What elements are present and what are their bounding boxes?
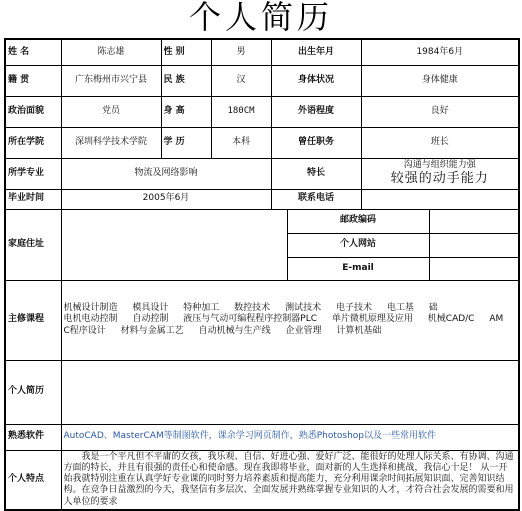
specialty-label: 特长 — [271, 158, 361, 189]
hometown-label: 籍 贯 — [5, 65, 61, 96]
school-label: 所在学院 — [5, 127, 61, 158]
graduation-label: 毕业时间 — [5, 189, 61, 209]
course-item: AM — [489, 314, 504, 325]
software-value: AutoCAD、MasterCAM等制图软件，课余学习网页制作，熟悉Photoshop以及一些常用软件 — [61, 424, 519, 450]
course-item: 自动控制 — [132, 314, 169, 325]
course-item: 计算机基础 — [336, 325, 382, 336]
personal-resume-value — [61, 360, 519, 424]
course-item: 模具设计 — [132, 303, 169, 314]
school-value: 深圳科学技术学院 — [61, 127, 161, 158]
degree-label: 学 历 — [161, 127, 211, 158]
course-item: 自动机械与生产线 — [198, 325, 271, 336]
row-hometown — [5, 65, 519, 96]
course-item: 单片微机原理及应用 — [331, 314, 413, 325]
course-item: 材料与金属工艺 — [120, 325, 184, 336]
row-personal-resume — [5, 360, 519, 424]
course-item: 数控技术 — [234, 303, 271, 314]
personal-resume-label: 个人简历 — [5, 360, 61, 424]
traits-value: 我是一个平凡但不平庸的女孩，我乐观、自信、好进心强、爱好广泛、能很好的处理人际关系、有协调、沟通方面的特长，并且有很强的责任心和使命感。现在我即将毕业，面对新的人生选择和挑战，我信心十足！ 从一开始我就特别注重在认真学好专业课的同时努力培养素质和提高能力，充分利用课余时间拓展知识面、完善知识结构。在竞争日益激烈的今天，我坚信有多层次、全面发展并熟练掌握专业知识的人才，才符合社会发展的需要和用人单位的要求 — [61, 450, 519, 510]
political-label: 政治面貌 — [5, 96, 61, 127]
row-school — [5, 127, 519, 158]
website-label: 个人网站 — [287, 233, 429, 257]
row-traits — [5, 450, 519, 510]
address-value — [61, 209, 287, 280]
traits-label: 个人特点 — [5, 450, 61, 510]
language-value: 良好 — [361, 96, 519, 127]
resume-table — [4, 38, 520, 511]
position-label: 曾任职务 — [271, 127, 361, 158]
row-zip — [5, 209, 519, 233]
row-courses — [5, 280, 519, 360]
phone-label: 联系电话 — [271, 189, 361, 209]
course-item: 特种加工 — [183, 303, 220, 314]
health-value: 身体健康 — [361, 65, 519, 96]
address-label: 家庭住址 — [5, 209, 61, 280]
row-software — [5, 424, 519, 450]
course-item: 础 — [428, 303, 438, 314]
gender-label: 性 别 — [161, 39, 211, 65]
course-item: 电工基 — [386, 303, 414, 314]
course-item: 电机电动控制 — [63, 314, 118, 325]
birth-label: 出生年月 — [271, 39, 361, 65]
zip-label: 邮政编码 — [287, 209, 429, 233]
major-value: 物流及网络影响 — [61, 158, 271, 189]
row-political — [5, 96, 519, 127]
course-item: 电子技术 — [335, 303, 372, 314]
resume-title: 个人简历 — [188, 0, 333, 36]
phone-value — [361, 189, 519, 209]
courses-label: 主修课程 — [5, 280, 61, 360]
height-label: 身 高 — [161, 96, 211, 127]
course-item: 机械CAD/C — [427, 314, 475, 325]
graduation-value: 2005年6月 — [61, 189, 271, 209]
name-label: 姓 名 — [5, 39, 61, 65]
gender-value: 男 — [211, 39, 271, 65]
course-item: 机械设计制造 — [63, 303, 118, 314]
language-label: 外语程度 — [271, 96, 361, 127]
specialty-value — [361, 158, 519, 189]
height-value: 180CM — [211, 96, 271, 127]
course-item: 测试技术 — [285, 303, 322, 314]
ethnic-value: 汉 — [211, 65, 271, 96]
course-item: 液压与气动可编程程序控制器PLC — [183, 314, 318, 325]
software-label: 熟悉软件 — [5, 424, 61, 450]
email-value — [429, 257, 519, 280]
row-major — [5, 158, 519, 189]
position-value: 班长 — [361, 127, 519, 158]
row-graduation — [5, 189, 519, 209]
hometown-value: 广东梅州市兴宁县 — [61, 65, 161, 96]
specialty-line-1: 沟通与组织能力强 — [403, 159, 476, 170]
political-value: 党员 — [61, 96, 161, 127]
website-value — [429, 233, 519, 257]
email-label: E-mail — [287, 257, 429, 280]
courses-list — [61, 280, 519, 360]
major-label: 所学专业 — [5, 158, 61, 189]
row-name — [5, 39, 519, 65]
specialty-line-2: 较强的动手能力 — [390, 171, 489, 186]
zip-value — [429, 209, 519, 233]
name-value: 陈志雄 — [61, 39, 161, 65]
ethnic-label: 民 族 — [161, 65, 211, 96]
health-label: 身体状况 — [271, 65, 361, 96]
degree-value: 本科 — [211, 127, 271, 158]
course-item: C程序设计 — [63, 325, 106, 336]
course-item: 企业管理 — [285, 325, 322, 336]
birth-value: 1984年6月 — [361, 39, 519, 65]
